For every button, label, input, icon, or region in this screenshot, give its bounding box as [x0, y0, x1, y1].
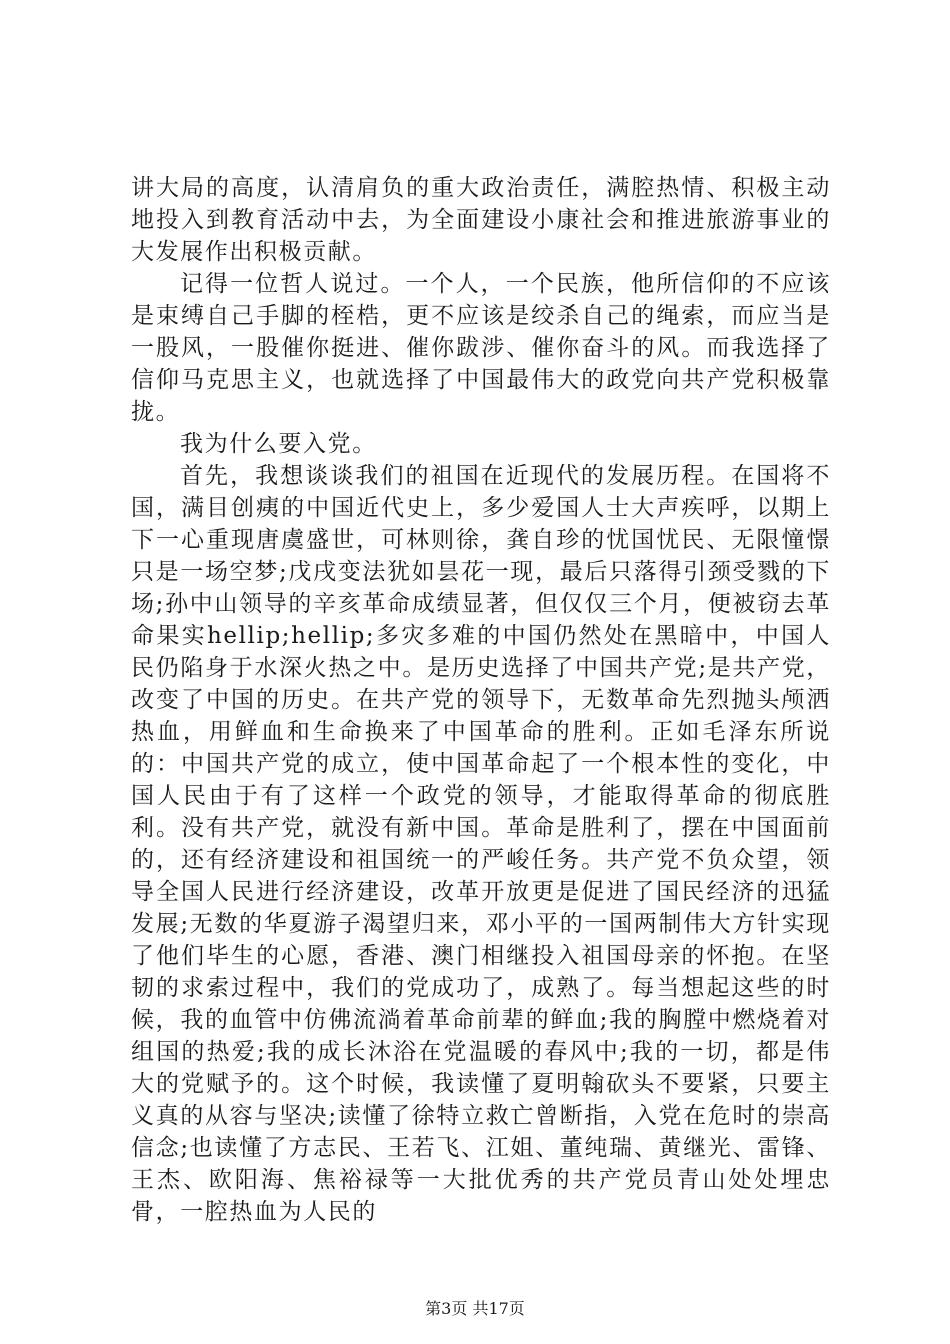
paragraph-philosopher-quote: 记得一位哲人说过。一个人，一个民族，他所信仰的不应该是束缚自己手脚的桎梏，更不应该是绞杀自己的绳索，而应当是一股风，一股催你挺进、催你跋涉、催你奋斗的风。而我选择了信仰马克思主义，也就选择了中国最伟大的政党向共产党积极靠拢。	[131, 271, 831, 425]
document-body	[131, 172, 831, 1228]
paragraph-continuation: 讲大局的高度，认清肩负的重大政治责任，满腔热情、积极主动地投入到教育活动中去，为全面建设小康社会和推进旅游事业的大发展作出积极贡献。	[131, 175, 831, 265]
paragraph-why-join-party: 我为什么要入党。	[180, 431, 377, 457]
page-number-footer: 第3页 共17页	[425, 1299, 525, 1318]
paragraph-history: 首先，我想谈谈我们的祖国在近现代的发展历程。在国将不国，满目创痍的中国近代史上，多少爱国人士大声疾呼，以期上下一心重现唐虞盛世，可林则徐，龚自珍的忧国忧民、无限憧憬只是一场空梦;戊戌变法犹如昙花一现，最后只落得引颈受戮的下场;孙中山领导的辛亥革命成绩显著，但仅仅三个月，便被窃去革命果实hellip;hellip;多灾多难的中国仍然处在黑暗中，中国人民仍陷身于水深火热之中。是历史选择了中国共产党;是共产党，改变了中国的历史。在共产党的领导下，无数革命先烈抛头颅洒热血，用鲜血和生命换来了中国革命的胜利。正如毛泽东所说的：中国共产党的成立，使中国革命起了一个根本性的变化，中国人民由于有了这样一个政党的领导，才能取得革命的彻底胜利。没有共产党，就没有新中国。革命是胜利了，摆在中国面前的，还有经济建设和祖国统一的严峻任务。共产党不负众望，领导全国人民进行经济建设，改革开放更是促进了国民经济的迅猛发展;无数的华夏游子渴望归来，邓小平的一国两制伟大方针实现了他们毕生的心愿，香港、澳门相继投入祖国母亲的怀抱。在坚韧的求索过程中，我们的党成功了，成熟了。每当想起这些的时候，我的血管中仿佛流淌着革命前辈的鲜血;我的胸膛中燃烧着对组国的热爱;我的成长沐浴在党温暖的春风中;我的一切，都是伟大的党赋予的。这个时候，我读懂了夏明翰砍头不要紧，只要主义真的从容与坚决;读懂了徐特立救亡曾断指，入党在危时的崇高信念;也读懂了方志民、王若飞、江姐、董纯瑞、黄继光、雷锋、王杰、欧阳海、焦裕禄等一大批优秀的共产党员青山处处埋忠骨，一腔热血为人民的	[131, 463, 831, 1225]
